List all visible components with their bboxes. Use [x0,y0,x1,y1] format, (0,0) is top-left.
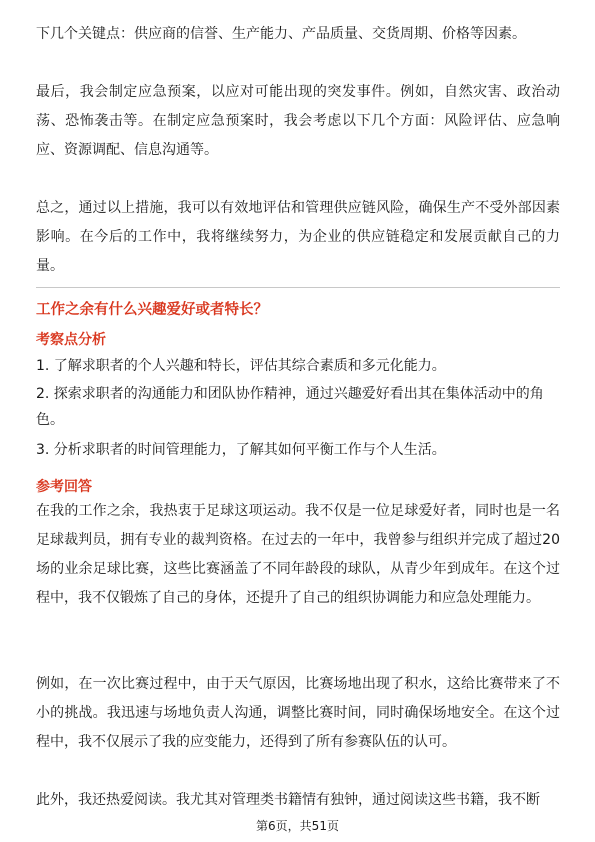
section-divider [36,287,560,288]
answer-paragraph-example: 例如，在一次比赛过程中，由于天气原因，比赛场地出现了积水，这给比赛带来了不小的挑战。我迅速与场地负责人沟通，调整比赛时间，同时确保场地安全。在这个过程中，我不仅展示了我的应变能力，还得到了所有参赛队伍的认可。 [36,676,560,750]
paragraph-contingency-plan: 最后，我会制定应急预案，以应对可能出现的突发事件。例如，自然灾害、政治动荡、恐怖袭击等。在制定应急预案时，我会考虑以下几个方面：风险评估、应急响应、资源调配、信息沟通等。 [36,84,560,158]
answer-heading: 参考回答 [36,479,92,495]
paragraph-supplier-factors: 下几个关键点：供应商的信誉、生产能力、产品质量、交货周期、价格等因素。 [36,26,526,42]
paragraph-conclusion: 总之，通过以上措施，我可以有效地评估和管理供应链风险，确保生产不受外部因素影响。在今后的工作中，我将继续努力，为企业的供应链稳定和发展贡献自己的力量。 [36,200,560,274]
answer-paragraph-reading: 此外，我还热爱阅读。我尤其对管理类书籍情有独钟，通过阅读这些书籍，我不断 [36,792,540,808]
page-number-footer: 第6页，共51页 [256,819,339,833]
analysis-item: 3. 分析求职者的时间管理能力，了解其如何平衡工作与个人生活。 [36,442,446,458]
analysis-item: 1. 了解求职者的个人兴趣和特长，评估其综合素质和多元化能力。 [36,358,446,374]
answer-paragraph-football: 在我的工作之余，我热衷于足球这项运动。我不仅是一位足球爱好者，同时也是一名足球裁判员，拥有专业的裁判资格。在过去的一年中，我曾参与组织并完成了超过20场的业余足球比赛，这些比赛涵盖了不同年龄段的球队，从青少年到成年。在这个过程中，我不仅锻炼了自己的身体，还提升了自己的组织协调能力和应急处理能力。 [36,503,560,606]
analysis-heading: 考察点分析 [36,332,106,348]
analysis-item: 2. 探索求职者的沟通能力和团队协作精神，通过兴趣爱好看出其在集体活动中的角色。 [36,386,544,428]
interview-question: 工作之余有什么兴趣爱好或者特长？ [36,302,268,318]
